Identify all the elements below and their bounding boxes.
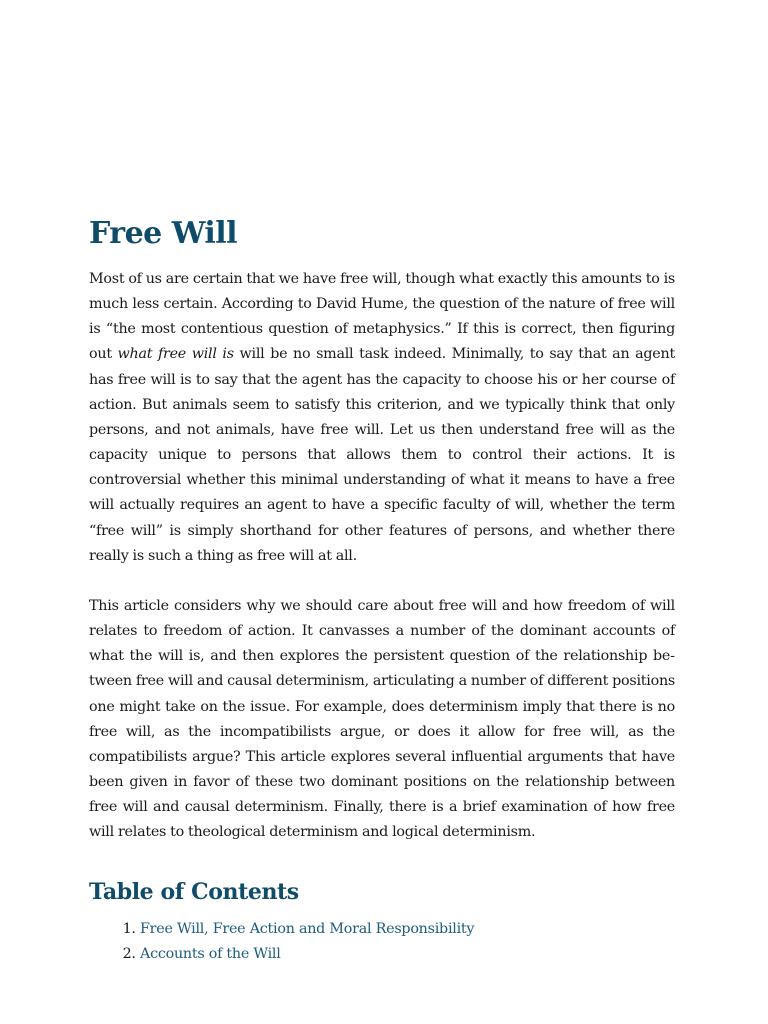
toc-list [89, 917, 675, 967]
article-content [89, 212, 675, 967]
toc-heading: Table of Contents [89, 879, 299, 906]
overview-paragraph: This article considers why we should care about free will and how freedom of will relates to freedom of action. It canvasses a number of the dominant accounts of what the will is, and then explores the persistent question of the relationship between free will and causal determinism, articulating a number of different positions one might take on the issue. For example, does determinism imply that there is no free will, as the incompatibilists argue, or does it allow for free will, as the compatibilists argue? This article explores several influential arguments that have been given in favor of these two dominant positions on the relationship between free will and causal determinism. Finally, there is a brief examination of how free will relates to theological determinism and logical determinism. [89, 597, 675, 841]
intro-paragraph [89, 267, 675, 569]
intro-text-part1: Most of us are certain that we have free will, though what exactly this amounts to is much less certain. According to David Hume, the question of the nature of free will is “the most contentious question of metaphysics.” If this is correct, then figuring out [89, 271, 675, 363]
toc-link-accounts-of-the-will[interactable]: Accounts of the Will [140, 946, 281, 963]
toc-item [140, 942, 675, 967]
toc-item [140, 917, 675, 942]
article-title: Free Will [89, 216, 238, 251]
intro-emphasis: what free will is [117, 346, 234, 363]
toc-link-free-will-free-action[interactable]: Free Will, Free Action and Moral Responsibility [140, 921, 475, 938]
intro-text-part2: will be no small task indeed. Minimally, to say that an agent has free will is to say that the agent has the capacity to choose his or her course of action. But animals seem to satisfy this criterion, and we typically think that only persons, and not animals, have free will. Let us then understand free will as the capacity unique to persons that allows them to control their actions. It is controversial whether this minimal understanding of what it means to have a free will actually requires an agent to have a specific faculty of will, whether the term “free will” is simply shorthand for other features of persons, and whether there really is such a thing as free will at all. [89, 346, 675, 564]
